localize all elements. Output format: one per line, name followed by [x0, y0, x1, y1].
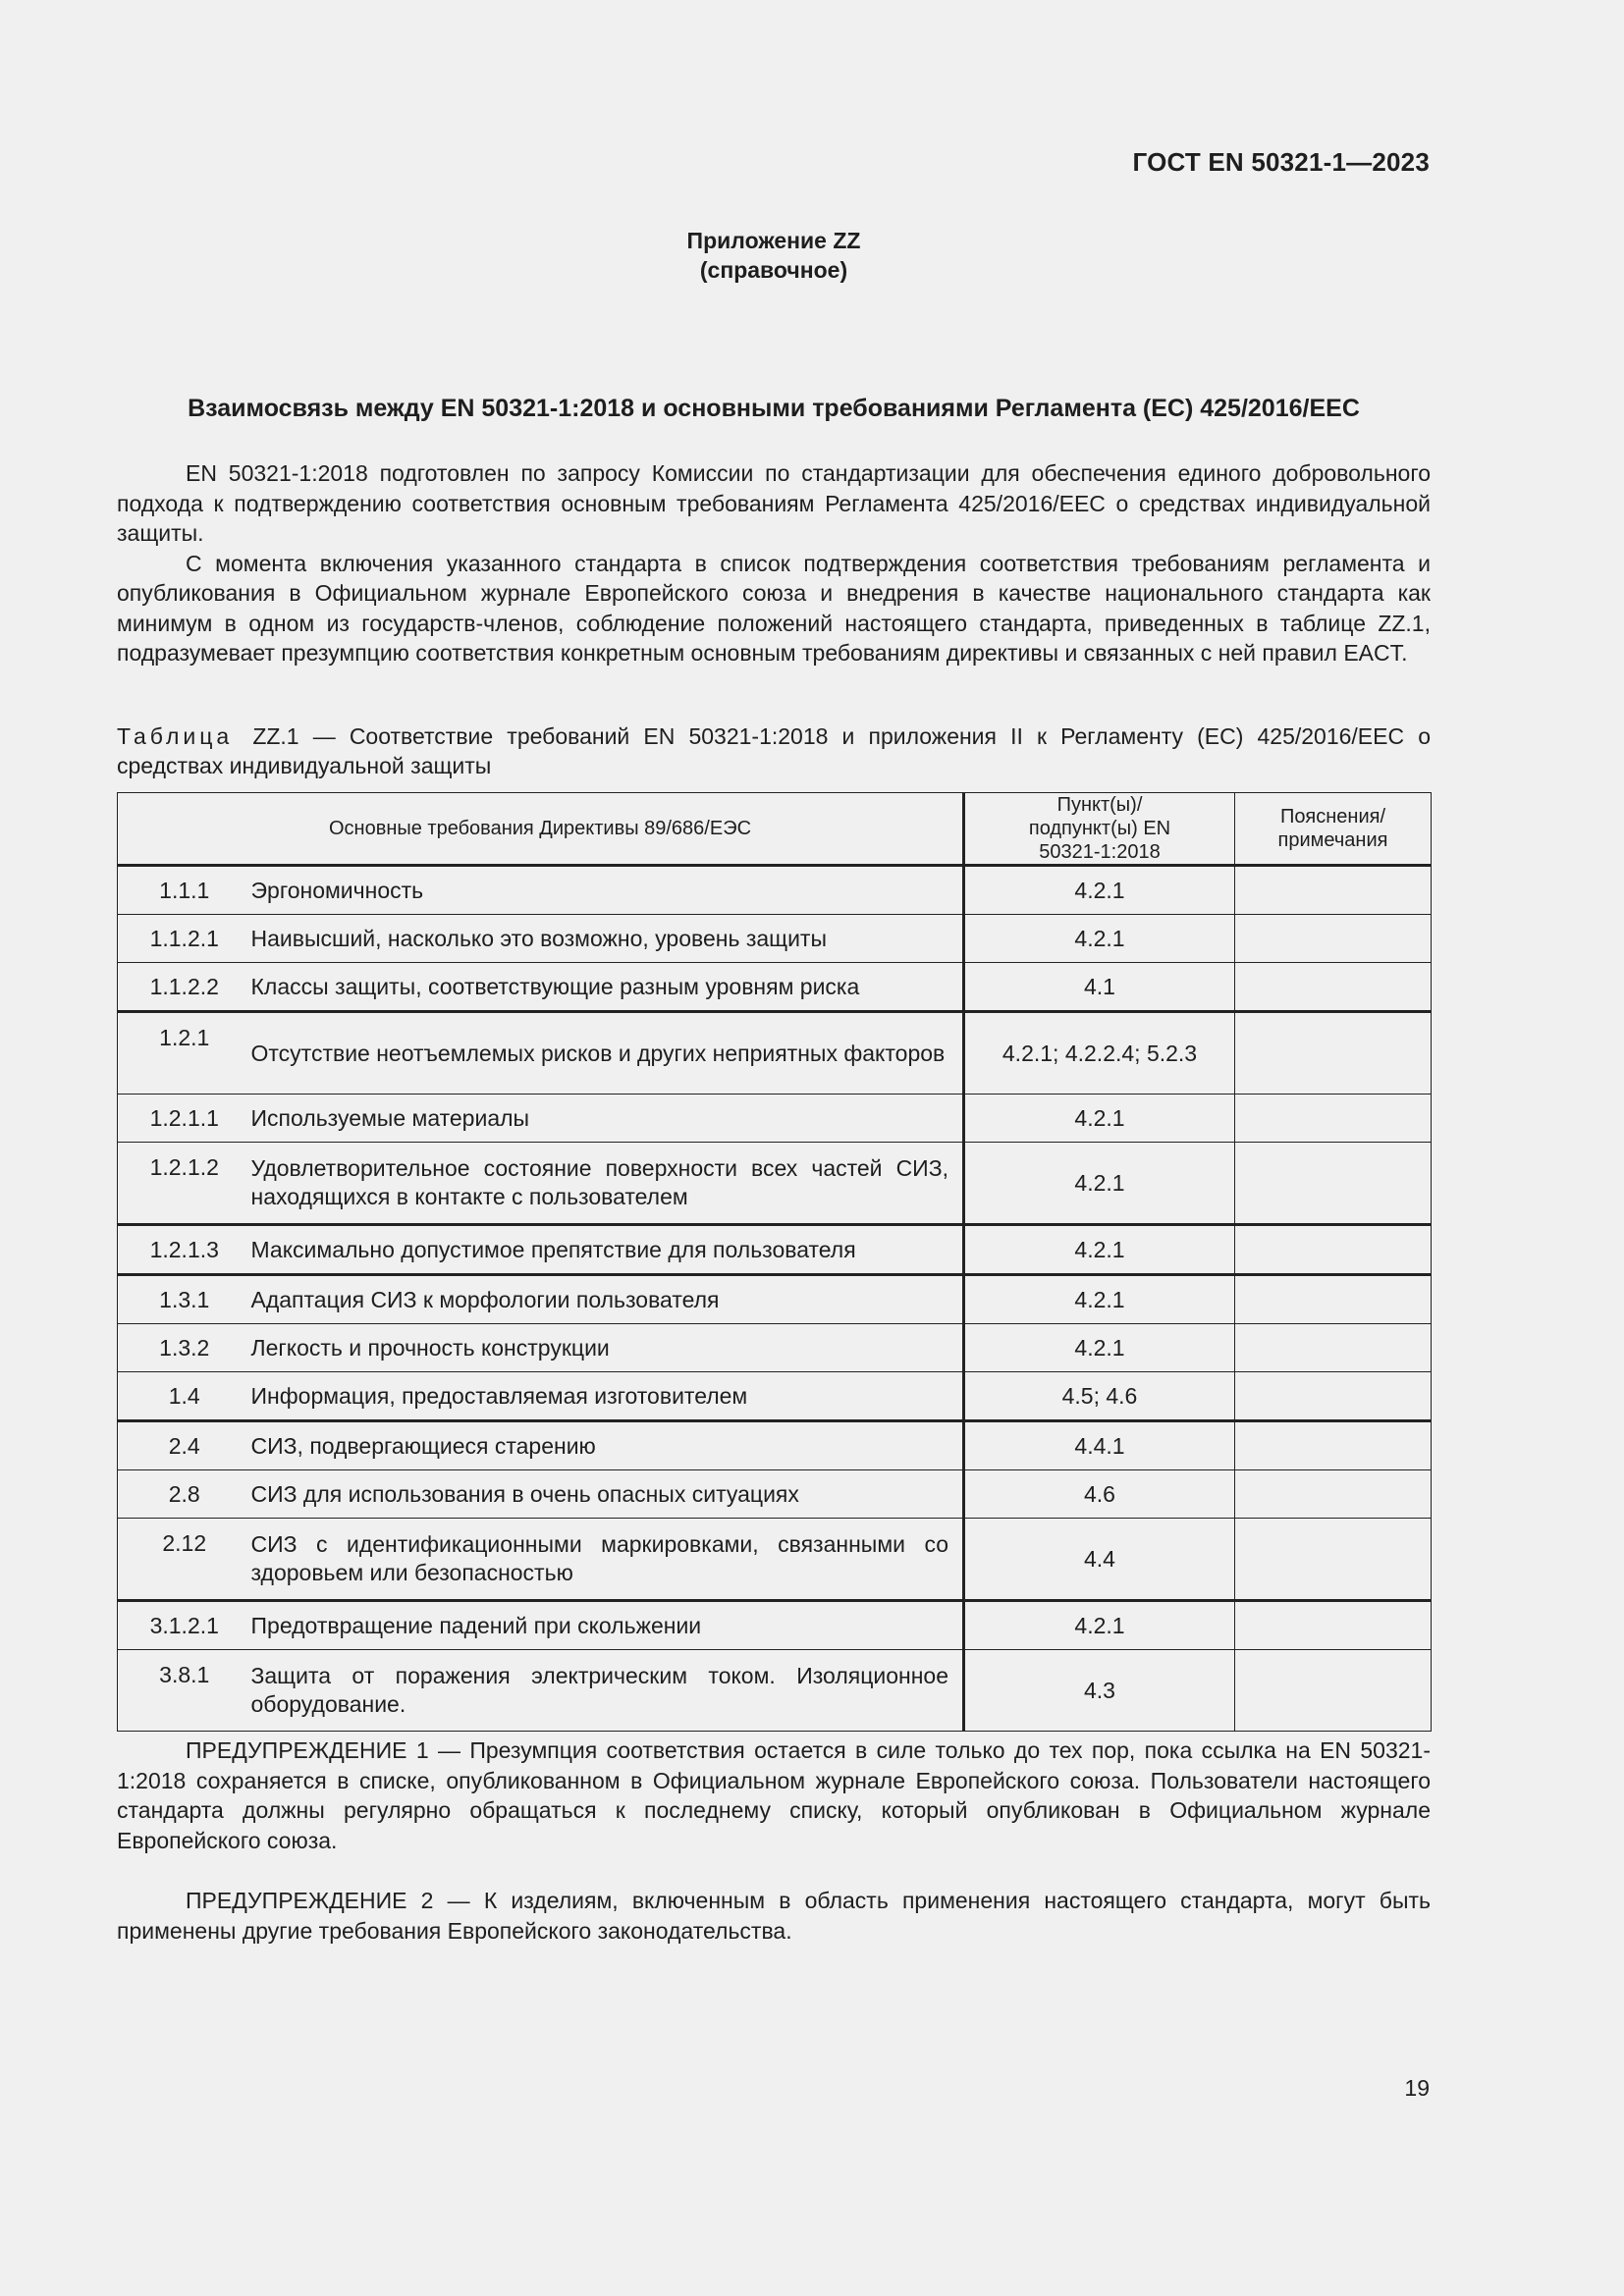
header-clauses [964, 793, 1235, 866]
row-code: 1.3.2 [118, 1324, 249, 1372]
row-note [1235, 1275, 1432, 1324]
row-note [1235, 963, 1432, 1012]
row-requirement: Адаптация СИЗ к морфологии пользователя [249, 1275, 964, 1324]
table-row [118, 963, 1432, 1012]
table-row [118, 1372, 1432, 1421]
row-note [1235, 1372, 1432, 1421]
requirements-table [117, 792, 1432, 1732]
warning-2: ПРЕДУПРЕЖДЕНИЕ 2 — К изделиям, включенным в область применения настоящего стандарта, могут быть применены другие требования Европейского законодательства. [117, 1888, 1431, 1944]
table-row [118, 866, 1432, 915]
appendix-status: (справочное) [699, 257, 848, 283]
row-requirement: Эргономичность [249, 866, 964, 915]
row-note [1235, 1421, 1432, 1470]
table-row [118, 1650, 1432, 1732]
row-requirement: Отсутствие неотъемлемых рисков и других неприятных факторов [249, 1012, 964, 1095]
appendix-title: Приложение ZZ [686, 228, 861, 253]
row-requirement: СИЗ, подвергающиеся старению [249, 1421, 964, 1470]
row-requirement: СИЗ с идентификационными маркировками, связанными со здоровьем или безопасностью [249, 1519, 964, 1601]
section-title: Взаимосвязь между EN 50321-1:2018 и основными требованиями Регламента (ЕС) 425/2016/EEC [188, 395, 1360, 422]
row-code: 1.3.1 [118, 1275, 249, 1324]
header-notes [1235, 793, 1432, 866]
row-clause: 4.2.1 [964, 1601, 1235, 1650]
header-notes-text: Пояснения/ примечания [1277, 806, 1388, 851]
row-requirement: СИЗ для использования в очень опасных ситуациях [249, 1470, 964, 1519]
row-requirement: Защита от поражения электрическим током. Изоляционное оборудование. [249, 1650, 964, 1732]
row-code: 2.12 [118, 1519, 249, 1601]
row-note [1235, 866, 1432, 915]
table-row [118, 1421, 1432, 1470]
page-number: 19 [1404, 2075, 1430, 2101]
header-requirements: Основные требования Директивы 89/686/ЕЭС [118, 793, 964, 866]
table-row [118, 1275, 1432, 1324]
row-clause: 4.2.1 [964, 915, 1235, 963]
row-note [1235, 1324, 1432, 1372]
table-row [118, 1519, 1432, 1601]
row-code: 1.1.2.2 [118, 963, 249, 1012]
row-clause: 4.2.1 [964, 866, 1235, 915]
table-caption [117, 721, 1431, 780]
header-clauses-text: Пункт(ы)/подпункт(ы) EN 50321-1:2018 [1028, 794, 1171, 863]
row-clause: 4.2.1; 4.2.2.4; 5.2.3 [964, 1012, 1235, 1095]
row-note [1235, 1143, 1432, 1225]
row-clause: 4.2.1 [964, 1095, 1235, 1143]
appendix-heading [0, 226, 1547, 285]
row-clause: 4.2.1 [964, 1143, 1235, 1225]
warning-1: ПРЕДУПРЕЖДЕНИЕ 1 — Презумпция соответствия остается в силе только до тех пор, пока ссылка на EN 50321-1:2018 сохраняется в списке, опубликованном в Официальном журнале Европейского союза. Пользователи настоящего стандарта должны регулярно обращаться к последнему списку, который опубликован в Официальном журнале Европейского союза. [117, 1737, 1431, 1853]
row-code: 2.4 [118, 1421, 249, 1470]
row-code: 1.1.2.1 [118, 915, 249, 963]
row-note [1235, 915, 1432, 963]
table-row [118, 1324, 1432, 1372]
row-note [1235, 1601, 1432, 1650]
row-clause: 4.4.1 [964, 1421, 1235, 1470]
row-note [1235, 1095, 1432, 1143]
row-requirement: Предотвращение падений при скольжении [249, 1601, 964, 1650]
intro-text [117, 458, 1431, 668]
table-row [118, 1470, 1432, 1519]
table-row [118, 1095, 1432, 1143]
row-clause: 4.3 [964, 1650, 1235, 1732]
row-code: 1.2.1 [118, 1012, 249, 1095]
row-note [1235, 1470, 1432, 1519]
row-note [1235, 1225, 1432, 1275]
table-row [118, 1012, 1432, 1095]
row-requirement: Классы защиты, соответствующие разным уровням риска [249, 963, 964, 1012]
row-code: 1.4 [118, 1372, 249, 1421]
row-requirement: Максимально допустимое препятствие для пользователя [249, 1225, 964, 1275]
table-caption-text: ZZ.1 — Соответствие требований EN 50321-1:2018 и приложения II к Регламенту (ЕС) 425/2016/EEC о средствах индивидуальной защиты [117, 723, 1431, 778]
row-code: 2.8 [118, 1470, 249, 1519]
intro-paragraph-2: С момента включения указанного стандарта в список подтверждения соответствия требованиям регламента и опубликования в Официальном журнале Европейского союза и внедрения в качестве национального стандарта как минимум в одном из государств-членов, соблюдение положений настоящего стандарта, приведенных в таблице ZZ.1, подразумевает презумпцию соответствия конкретным основным требованиям директивы и связанных с ней правил EACT. [117, 550, 1431, 666]
row-code: 1.2.1.3 [118, 1225, 249, 1275]
row-requirement: Наивысший, насколько это возможно, уровень защиты [249, 915, 964, 963]
row-code: 1.1.1 [118, 866, 249, 915]
table-row [118, 1601, 1432, 1650]
row-clause: 4.2.1 [964, 1324, 1235, 1372]
table-caption-label: Таблица [117, 723, 234, 749]
row-note [1235, 1650, 1432, 1732]
table-row [118, 1225, 1432, 1275]
row-requirement: Используемые материалы [249, 1095, 964, 1143]
table-row [118, 1143, 1432, 1225]
table-row [118, 915, 1432, 963]
row-code: 1.2.1.1 [118, 1095, 249, 1143]
row-code: 3.8.1 [118, 1650, 249, 1732]
row-clause: 4.5; 4.6 [964, 1372, 1235, 1421]
row-requirement: Информация, предоставляемая изготовителем [249, 1372, 964, 1421]
row-requirement: Удовлетворительное состояние поверхности всех частей СИЗ, находящихся в контакте с пользователем [249, 1143, 964, 1225]
row-code: 3.1.2.1 [118, 1601, 249, 1650]
row-code: 1.2.1.2 [118, 1143, 249, 1225]
row-clause: 4.2.1 [964, 1225, 1235, 1275]
document-code: ГОСТ EN 50321-1—2023 [1132, 147, 1430, 177]
row-note [1235, 1012, 1432, 1095]
row-clause: 4.4 [964, 1519, 1235, 1601]
row-requirement: Легкость и прочность конструкции [249, 1324, 964, 1372]
intro-paragraph-1: EN 50321-1:2018 подготовлен по запросу Комиссии по стандартизации для обеспечения единого добровольного подхода к подтверждению соответствия основным требованиям Регламента 425/2016/EEC о средствах индивидуальной защиты. [117, 460, 1431, 546]
row-note [1235, 1519, 1432, 1601]
warnings [117, 1735, 1431, 1946]
row-clause: 4.2.1 [964, 1275, 1235, 1324]
row-clause: 4.1 [964, 963, 1235, 1012]
row-clause: 4.6 [964, 1470, 1235, 1519]
